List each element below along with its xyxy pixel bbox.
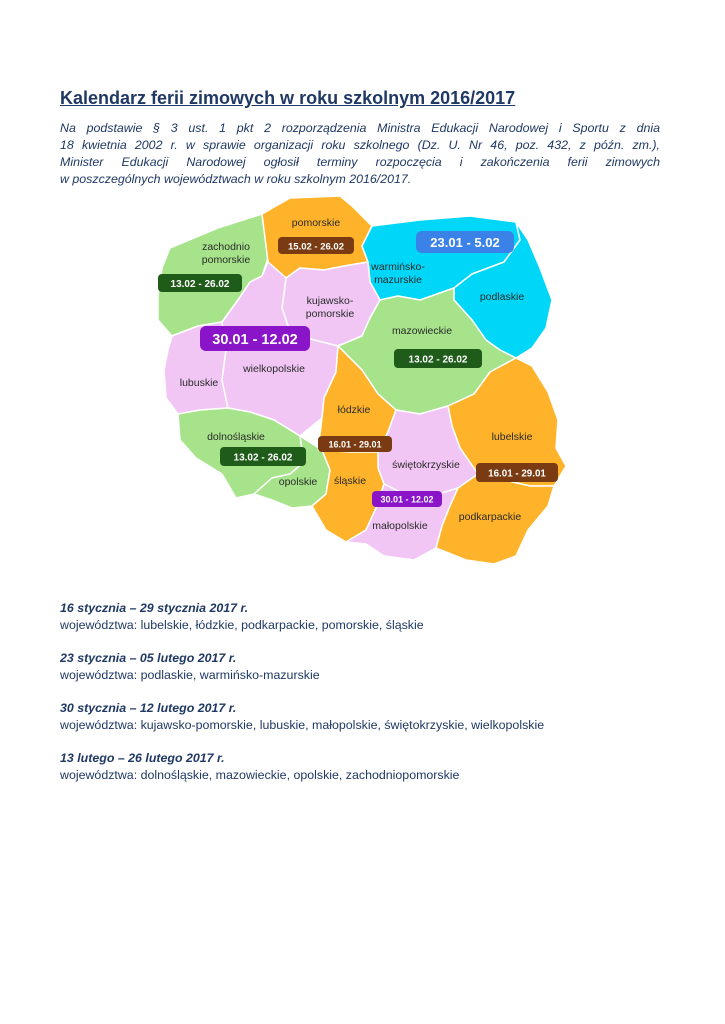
label-podlaskie: podlaskie [479, 291, 525, 303]
label-zachodniopomorskie: pomorskie [201, 254, 251, 266]
label-lubelskie: lubelskie [491, 431, 533, 443]
label-slaskie: śląskie [333, 475, 367, 487]
holiday-voivodeships: województwa: kujawsko-pomorskie, lubuskie, małopolskie, świętokrzyskie, wielkopolskie [60, 718, 545, 732]
label-podkarpackie: podkarpackie [458, 511, 522, 523]
badge-label: 15.02 - 26.02 [288, 241, 344, 253]
holiday-range: 23 stycznia – 05 lutego 2017 r. [60, 651, 237, 665]
intro-line: Minister Edukacji Narodowej ogłosił terminy rozpoczęcia i zakończenia ferii zimowych [60, 155, 660, 169]
label-dolnoslaskie: dolnośląskie [207, 431, 265, 443]
label-kujawsko: kujawsko- [306, 295, 354, 307]
label-warminsko: mazurskie [374, 274, 422, 286]
badge-label: 30.01 - 12.02 [380, 494, 434, 505]
label-mazowieckie: mazowieckie [391, 325, 453, 337]
badge-mazowieckie [394, 349, 482, 368]
badge-dolnoslaskie [220, 447, 306, 466]
intro-paragraph [60, 120, 660, 188]
holiday-group [60, 600, 680, 634]
holiday-voivodeships: województwa: dolnośląskie, mazowieckie, opolskie, zachodniopomorskie [60, 768, 460, 782]
label-wielkopolskie: wielkopolskie [243, 363, 305, 375]
badge-warminsko [416, 231, 514, 253]
holiday-range: 30 stycznia – 12 lutego 2017 r. [60, 701, 237, 715]
badge-label: 30.01 - 12.02 [212, 332, 298, 348]
label-malopolskie: małopolskie [372, 520, 428, 532]
holiday-group [60, 650, 680, 684]
holiday-range: 13 lutego – 26 lutego 2017 r. [60, 751, 225, 765]
label-kujawsko: pomorskie [305, 308, 355, 320]
holiday-group [60, 750, 680, 784]
label-pomorskie: pomorskie [291, 217, 341, 229]
badge-label: 23.01 - 5.02 [430, 235, 500, 250]
label-lubuskie: lubuskie [179, 377, 219, 389]
holiday-group [60, 700, 680, 734]
label-warminsko: warmińsko- [371, 261, 425, 273]
badge-label: 13.02 - 26.02 [170, 279, 230, 290]
holiday-voivodeships: województwa: lubelskie, łódzkie, podkarpackie, pomorskie, śląskie [60, 618, 424, 632]
badge-label: 13.02 - 26.02 [233, 452, 293, 464]
intro-line: Na podstawie § 3 ust. 1 pkt 2 rozporządzenia Ministra Edukacji Narodowej i Sportu z dnia [60, 121, 660, 135]
badge-wielkopolskie [200, 326, 310, 351]
intro-line: 18 kwietnia 2002 r. w sprawie organizacji roku szkolnego (Dz. U. Nr 46, poz. 432, z późn. zm.), [60, 138, 660, 152]
holiday-range: 16 stycznia – 29 stycznia 2017 r. [60, 601, 249, 615]
holiday-voivodeships: województwa: podlaskie, warmińsko-mazurskie [60, 668, 320, 682]
badge-label: 16.01 - 29.01 [488, 468, 546, 480]
badge-lubelskie [476, 463, 558, 482]
label-opolskie: opolskie [278, 476, 318, 488]
poland-voivodeship-map [150, 192, 580, 592]
badge-zachodniopomorskie [158, 274, 242, 292]
badge-lodzkie [318, 436, 392, 452]
label-swietokrzyskie: świętokrzyskie [392, 459, 460, 471]
badge-pomorskie [278, 237, 354, 254]
intro-line: w poszczególnych województwach w roku szkolnym 2016/2017. [60, 172, 412, 186]
holiday-groups [60, 600, 680, 800]
badge-label: 16.01 - 29.01 [328, 439, 382, 450]
page-title: Kalendarz ferii zimowych w roku szkolnym 2016/2017 [60, 88, 516, 108]
label-zachodniopomorskie: zachodnio [202, 241, 250, 253]
label-lodzkie: łódzkie [337, 404, 371, 416]
badge-malopolskie [372, 491, 442, 507]
badge-label: 13.02 - 26.02 [408, 354, 468, 366]
